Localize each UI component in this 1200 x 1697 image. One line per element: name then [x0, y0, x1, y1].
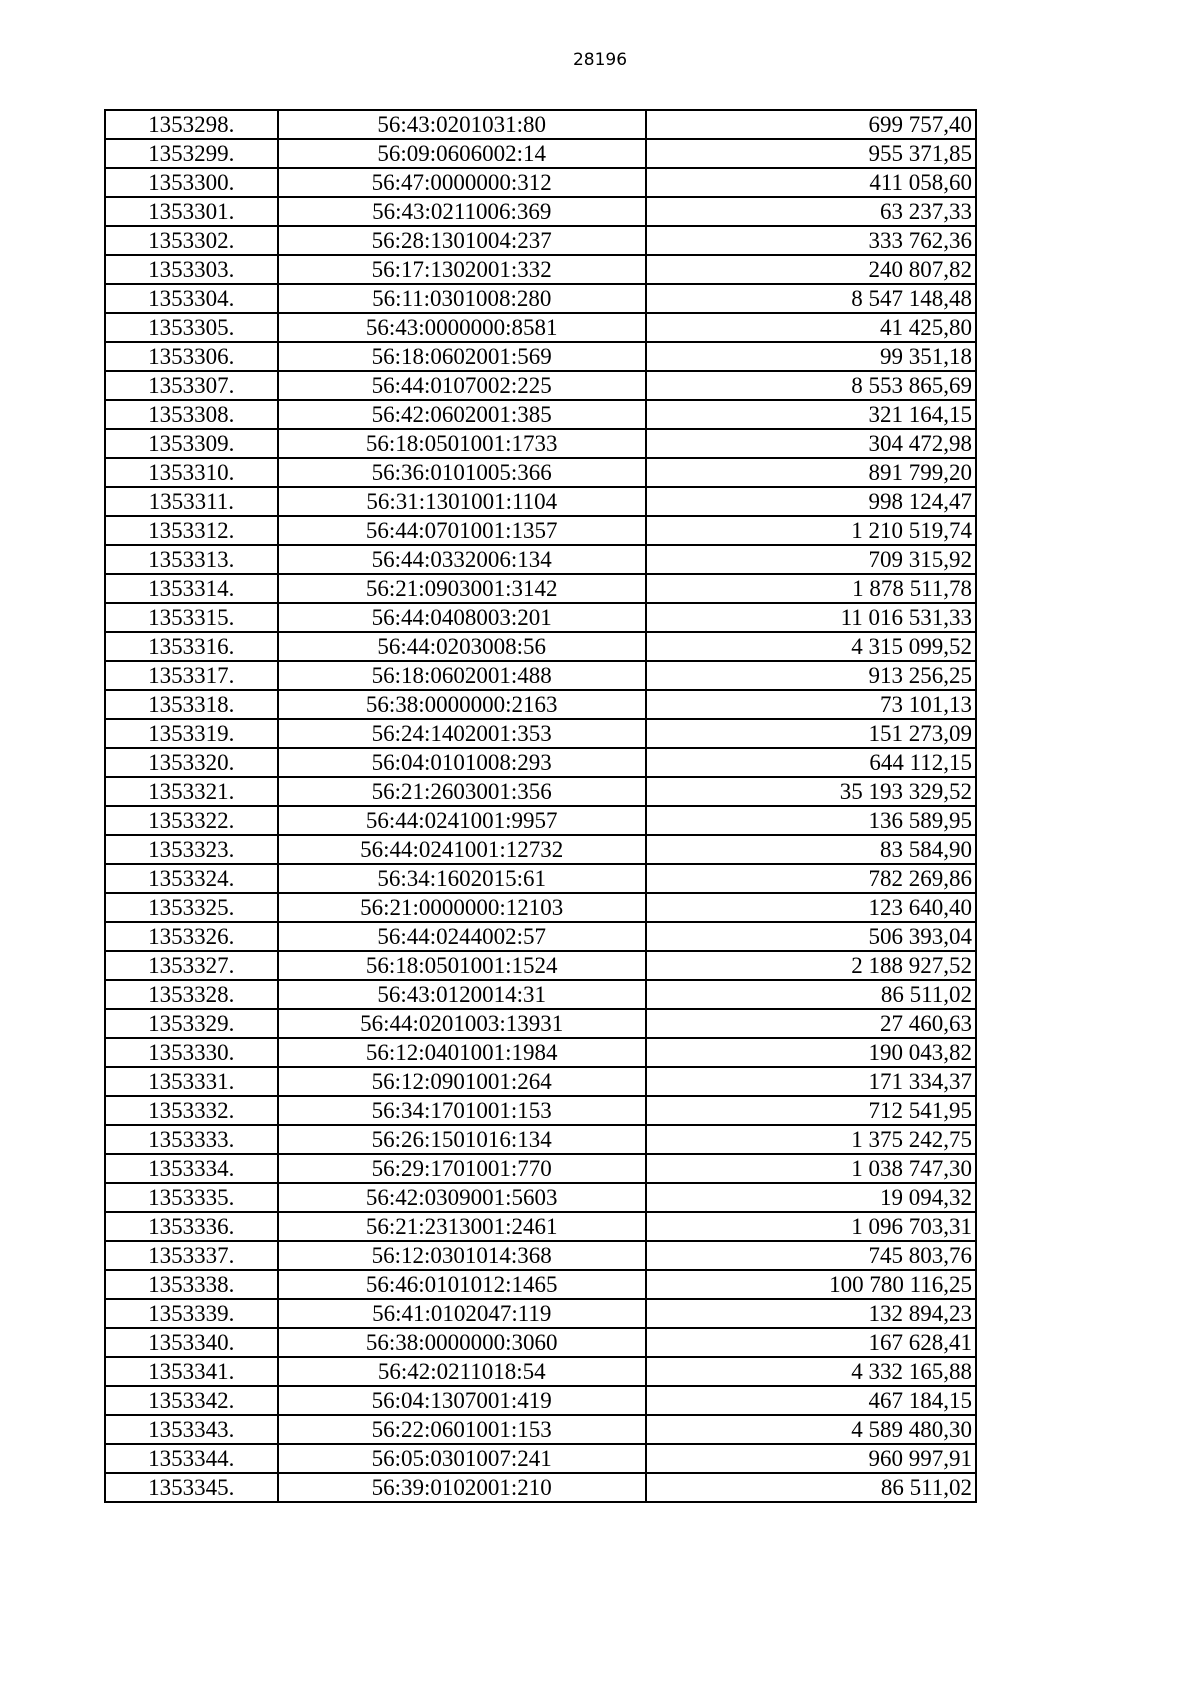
table-row: [105, 400, 976, 429]
table-row: [105, 922, 976, 951]
cadastral-number-cell: 56:44:0203008:56: [278, 632, 646, 661]
cadastral-value-cell: 699 757,40: [646, 110, 976, 139]
row-number-cell: 1353332.: [105, 1096, 278, 1125]
table-row: [105, 226, 976, 255]
cadastral-number-cell: 56:22:0601001:153: [278, 1415, 646, 1444]
row-number-cell: 1353333.: [105, 1125, 278, 1154]
table-body: [105, 110, 976, 1502]
row-number-cell: 1353321.: [105, 777, 278, 806]
cadastral-value-cell: 99 351,18: [646, 342, 976, 371]
cadastral-number-cell: 56:12:0401001:1984: [278, 1038, 646, 1067]
table-row: [105, 1386, 976, 1415]
table-row: [105, 545, 976, 574]
row-number-cell: 1353320.: [105, 748, 278, 777]
row-number-cell: 1353324.: [105, 864, 278, 893]
cadastral-value-table: [104, 109, 977, 1503]
cadastral-value-cell: 100 780 116,25: [646, 1270, 976, 1299]
cadastral-number-cell: 56:12:0901001:264: [278, 1067, 646, 1096]
cadastral-value-cell: 190 043,82: [646, 1038, 976, 1067]
table-row: [105, 487, 976, 516]
cadastral-value-cell: 304 472,98: [646, 429, 976, 458]
table-row: [105, 1096, 976, 1125]
page-number: 28196: [572, 50, 628, 70]
cadastral-number-cell: 56:44:0201003:13931: [278, 1009, 646, 1038]
row-number-cell: 1353300.: [105, 168, 278, 197]
row-number-cell: 1353314.: [105, 574, 278, 603]
cadastral-value-cell: 27 460,63: [646, 1009, 976, 1038]
row-number-cell: 1353341.: [105, 1357, 278, 1386]
cadastral-value-cell: 333 762,36: [646, 226, 976, 255]
table-row: [105, 1125, 976, 1154]
row-number-cell: 1353301.: [105, 197, 278, 226]
table-row: [105, 1270, 976, 1299]
row-number-cell: 1353311.: [105, 487, 278, 516]
table-row: [105, 893, 976, 922]
cadastral-value-cell: 913 256,25: [646, 661, 976, 690]
cadastral-value-cell: 955 371,85: [646, 139, 976, 168]
row-number-cell: 1353310.: [105, 458, 278, 487]
row-number-cell: 1353307.: [105, 371, 278, 400]
row-number-cell: 1353298.: [105, 110, 278, 139]
table-row: [105, 574, 976, 603]
cadastral-number-cell: 56:29:1701001:770: [278, 1154, 646, 1183]
cadastral-value-cell: 132 894,23: [646, 1299, 976, 1328]
row-number-cell: 1353345.: [105, 1473, 278, 1502]
table-row: [105, 342, 976, 371]
table-row: [105, 951, 976, 980]
row-number-cell: 1353342.: [105, 1386, 278, 1415]
cadastral-number-cell: 56:34:1701001:153: [278, 1096, 646, 1125]
table-row: [105, 777, 976, 806]
cadastral-value-cell: 1 375 242,75: [646, 1125, 976, 1154]
row-number-cell: 1353305.: [105, 313, 278, 342]
cadastral-number-cell: 56:43:0120014:31: [278, 980, 646, 1009]
cadastral-number-cell: 56:26:1501016:134: [278, 1125, 646, 1154]
row-number-cell: 1353302.: [105, 226, 278, 255]
cadastral-number-cell: 56:21:0903001:3142: [278, 574, 646, 603]
cadastral-value-cell: 467 184,15: [646, 1386, 976, 1415]
cadastral-number-cell: 56:18:0602001:488: [278, 661, 646, 690]
table-row: [105, 516, 976, 545]
cadastral-value-cell: 1 038 747,30: [646, 1154, 976, 1183]
cadastral-number-cell: 56:43:0201031:80: [278, 110, 646, 139]
row-number-cell: 1353309.: [105, 429, 278, 458]
cadastral-number-cell: 56:42:0211018:54: [278, 1357, 646, 1386]
cadastral-value-cell: 644 112,15: [646, 748, 976, 777]
cadastral-number-cell: 56:44:0107002:225: [278, 371, 646, 400]
cadastral-number-cell: 56:21:0000000:12103: [278, 893, 646, 922]
table-row: [105, 168, 976, 197]
row-number-cell: 1353336.: [105, 1212, 278, 1241]
table-row: [105, 255, 976, 284]
row-number-cell: 1353299.: [105, 139, 278, 168]
table-row: [105, 313, 976, 342]
cadastral-value-cell: 83 584,90: [646, 835, 976, 864]
table-row: [105, 1009, 976, 1038]
table-row: [105, 980, 976, 1009]
cadastral-number-cell: 56:28:1301004:237: [278, 226, 646, 255]
cadastral-number-cell: 56:05:0301007:241: [278, 1444, 646, 1473]
cadastral-value-cell: 4 332 165,88: [646, 1357, 976, 1386]
cadastral-number-cell: 56:44:0241001:12732: [278, 835, 646, 864]
table-row: [105, 1067, 976, 1096]
cadastral-number-cell: 56:36:0101005:366: [278, 458, 646, 487]
cadastral-number-cell: 56:17:1302001:332: [278, 255, 646, 284]
cadastral-number-cell: 56:44:0408003:201: [278, 603, 646, 632]
cadastral-number-cell: 56:44:0332006:134: [278, 545, 646, 574]
row-number-cell: 1353339.: [105, 1299, 278, 1328]
row-number-cell: 1353344.: [105, 1444, 278, 1473]
table-row: [105, 1154, 976, 1183]
cadastral-value-cell: 73 101,13: [646, 690, 976, 719]
cadastral-value-cell: 4 315 099,52: [646, 632, 976, 661]
cadastral-number-cell: 56:44:0701001:1357: [278, 516, 646, 545]
cadastral-value-cell: 123 640,40: [646, 893, 976, 922]
cadastral-value-cell: 167 628,41: [646, 1328, 976, 1357]
cadastral-value-cell: 321 164,15: [646, 400, 976, 429]
cadastral-value-cell: 411 058,60: [646, 168, 976, 197]
cadastral-value-cell: 709 315,92: [646, 545, 976, 574]
table-row: [105, 1212, 976, 1241]
table-row: [105, 1183, 976, 1212]
cadastral-number-cell: 56:11:0301008:280: [278, 284, 646, 313]
table-row: [105, 139, 976, 168]
cadastral-number-cell: 56:18:0602001:569: [278, 342, 646, 371]
cadastral-value-cell: 19 094,32: [646, 1183, 976, 1212]
cadastral-number-cell: 56:09:0606002:14: [278, 139, 646, 168]
row-number-cell: 1353306.: [105, 342, 278, 371]
cadastral-value-cell: 712 541,95: [646, 1096, 976, 1125]
cadastral-number-cell: 56:18:0501001:1733: [278, 429, 646, 458]
table-row: [105, 284, 976, 313]
table-row: [105, 632, 976, 661]
cadastral-value-cell: 240 807,82: [646, 255, 976, 284]
cadastral-value-cell: 1 878 511,78: [646, 574, 976, 603]
table-row: [105, 429, 976, 458]
row-number-cell: 1353343.: [105, 1415, 278, 1444]
cadastral-number-cell: 56:18:0501001:1524: [278, 951, 646, 980]
table-row: [105, 864, 976, 893]
cadastral-number-cell: 56:43:0000000:8581: [278, 313, 646, 342]
cadastral-value-cell: 4 589 480,30: [646, 1415, 976, 1444]
cadastral-number-cell: 56:34:1602015:61: [278, 864, 646, 893]
row-number-cell: 1353308.: [105, 400, 278, 429]
cadastral-number-cell: 56:42:0602001:385: [278, 400, 646, 429]
cadastral-value-cell: 960 997,91: [646, 1444, 976, 1473]
table-row: [105, 806, 976, 835]
cadastral-value-cell: 998 124,47: [646, 487, 976, 516]
row-number-cell: 1353312.: [105, 516, 278, 545]
table-row: [105, 748, 976, 777]
row-number-cell: 1353318.: [105, 690, 278, 719]
row-number-cell: 1353327.: [105, 951, 278, 980]
cadastral-number-cell: 56:38:0000000:2163: [278, 690, 646, 719]
row-number-cell: 1353319.: [105, 719, 278, 748]
cadastral-number-cell: 56:41:0102047:119: [278, 1299, 646, 1328]
cadastral-value-cell: 506 393,04: [646, 922, 976, 951]
row-number-cell: 1353322.: [105, 806, 278, 835]
cadastral-number-cell: 56:24:1402001:353: [278, 719, 646, 748]
cadastral-value-cell: 1 096 703,31: [646, 1212, 976, 1241]
table-row: [105, 1038, 976, 1067]
cadastral-value-cell: 171 334,37: [646, 1067, 976, 1096]
cadastral-value-cell: 63 237,33: [646, 197, 976, 226]
cadastral-number-cell: 56:39:0102001:210: [278, 1473, 646, 1502]
table-row: [105, 1328, 976, 1357]
table-row: [105, 458, 976, 487]
cadastral-value-cell: 745 803,76: [646, 1241, 976, 1270]
table-row: [105, 835, 976, 864]
table-row: [105, 1241, 976, 1270]
row-number-cell: 1353317.: [105, 661, 278, 690]
row-number-cell: 1353335.: [105, 1183, 278, 1212]
cadastral-number-cell: 56:21:2603001:356: [278, 777, 646, 806]
cadastral-number-cell: 56:42:0309001:5603: [278, 1183, 646, 1212]
table-row: [105, 197, 976, 226]
row-number-cell: 1353340.: [105, 1328, 278, 1357]
row-number-cell: 1353331.: [105, 1067, 278, 1096]
table-row: [105, 110, 976, 139]
row-number-cell: 1353303.: [105, 255, 278, 284]
cadastral-value-cell: 41 425,80: [646, 313, 976, 342]
cadastral-number-cell: 56:12:0301014:368: [278, 1241, 646, 1270]
row-number-cell: 1353326.: [105, 922, 278, 951]
table-row: [105, 661, 976, 690]
cadastral-number-cell: 56:43:0211006:369: [278, 197, 646, 226]
cadastral-value-cell: 8 547 148,48: [646, 284, 976, 313]
table-row: [105, 603, 976, 632]
table-row: [105, 719, 976, 748]
cadastral-value-cell: 11 016 531,33: [646, 603, 976, 632]
table-row: [105, 1444, 976, 1473]
cadastral-number-cell: 56:38:0000000:3060: [278, 1328, 646, 1357]
cadastral-number-cell: 56:04:1307001:419: [278, 1386, 646, 1415]
table-row: [105, 371, 976, 400]
row-number-cell: 1353313.: [105, 545, 278, 574]
cadastral-value-cell: 891 799,20: [646, 458, 976, 487]
row-number-cell: 1353334.: [105, 1154, 278, 1183]
cadastral-value-cell: 2 188 927,52: [646, 951, 976, 980]
cadastral-number-cell: 56:44:0244002:57: [278, 922, 646, 951]
cadastral-value-cell: 136 589,95: [646, 806, 976, 835]
row-number-cell: 1353337.: [105, 1241, 278, 1270]
table-row: [105, 1357, 976, 1386]
cadastral-value-cell: 151 273,09: [646, 719, 976, 748]
cadastral-number-cell: 56:31:1301001:1104: [278, 487, 646, 516]
row-number-cell: 1353304.: [105, 284, 278, 313]
cadastral-number-cell: 56:47:0000000:312: [278, 168, 646, 197]
row-number-cell: 1353338.: [105, 1270, 278, 1299]
table-row: [105, 1299, 976, 1328]
table-row: [105, 1473, 976, 1502]
cadastral-value-cell: 86 511,02: [646, 1473, 976, 1502]
cadastral-value-cell: 1 210 519,74: [646, 516, 976, 545]
table-row: [105, 690, 976, 719]
cadastral-value-cell: 8 553 865,69: [646, 371, 976, 400]
cadastral-number-cell: 56:44:0241001:9957: [278, 806, 646, 835]
cadastral-value-cell: 782 269,86: [646, 864, 976, 893]
row-number-cell: 1353323.: [105, 835, 278, 864]
table-row: [105, 1415, 976, 1444]
row-number-cell: 1353329.: [105, 1009, 278, 1038]
cadastral-value-cell: 35 193 329,52: [646, 777, 976, 806]
cadastral-number-cell: 56:21:2313001:2461: [278, 1212, 646, 1241]
row-number-cell: 1353330.: [105, 1038, 278, 1067]
cadastral-number-cell: 56:04:0101008:293: [278, 748, 646, 777]
cadastral-number-cell: 56:46:0101012:1465: [278, 1270, 646, 1299]
row-number-cell: 1353316.: [105, 632, 278, 661]
row-number-cell: 1353328.: [105, 980, 278, 1009]
cadastral-value-cell: 86 511,02: [646, 980, 976, 1009]
row-number-cell: 1353315.: [105, 603, 278, 632]
row-number-cell: 1353325.: [105, 893, 278, 922]
